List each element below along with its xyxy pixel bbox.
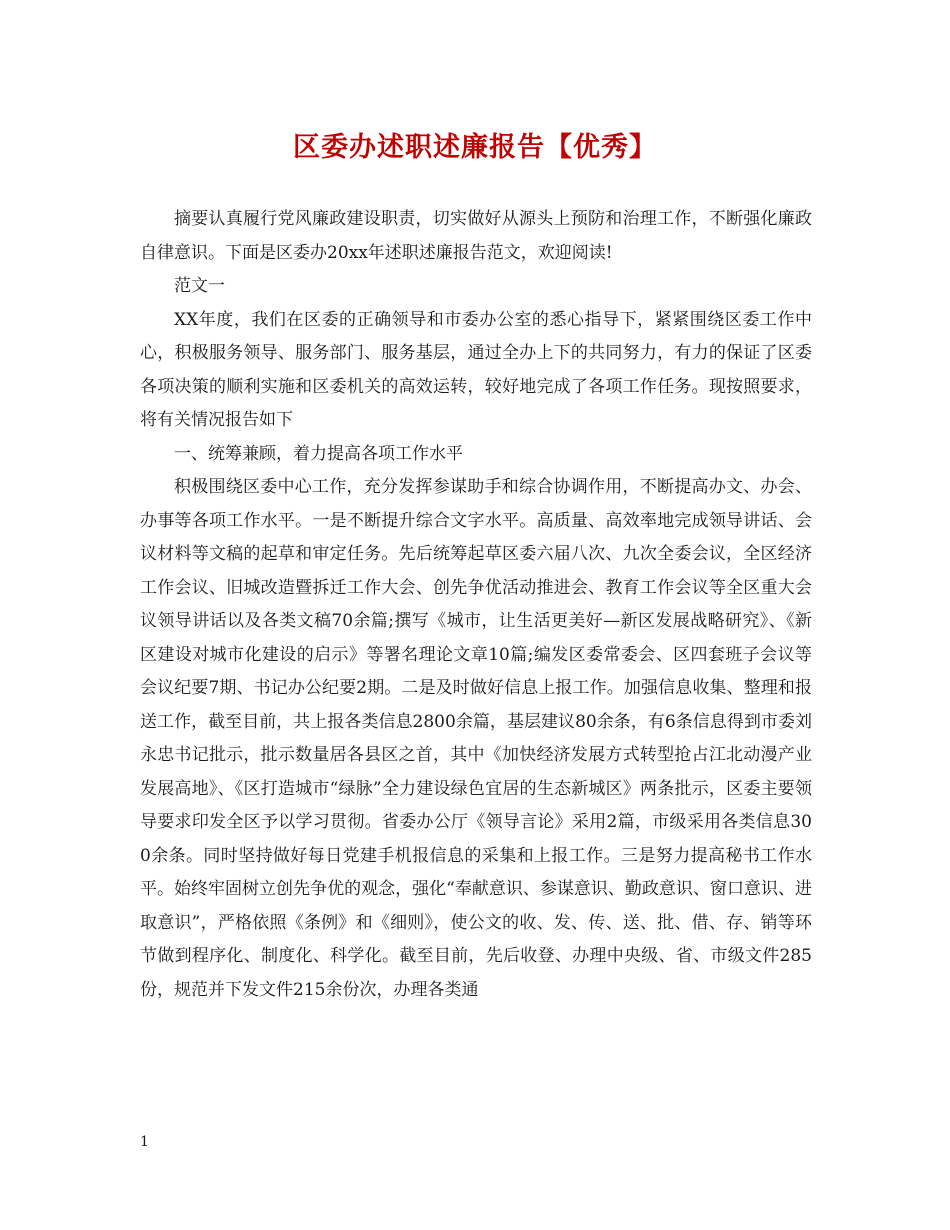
paragraph-intro: XX年度，我们在区委的正确领导和市委办公室的悉心指导下，紧紧围绕区委工作中心，积极服务领导、服务部门、服务基层，通过全办上下的共同努力，有力的保证了区委各项决策的顺利实施和区委机关的高效运转，较好地完成了各项工作任务。现按照要求，将有关情况报告如下 [140, 309, 812, 430]
document-title: 区委办述职述廉报告【优秀】 [293, 132, 657, 163]
paragraph-section-body: 积极围绕区委中心工作，充分发挥参谋助手和综合协调作用，不断提高办文、办会、办事等各项工作水平。一是不断提升综合文字水平。高质量、高效率地完成领导讲话、会议材料等文稿的起草和审定任务。先后统筹起草区委六届八次、九次全委会议，全区经济工作会议、旧城改造暨拆迁工作大会、创先争优活动推进会、教育工作会议等全区重大会议领导讲话以及各类文稿70余篇;撰写《城市，让生活更美好—新区发展战略研究》、《新区建设对城市化建设的启示》等署名理论文章10篇;编发区委常委会、区四套班子会议等会议纪要7期、书记办公纪要2期。二是及时做好信息上报工作。加强信息收集、整理和报送工作，截至目前，共上报各类信息2800余篇，基层建议80余条，有6条信息得到市委刘永忠书记批示，批示数量居各县区之首，其中《加快经济发展方式转型抢占江北动漫产业发展高地》、《区打造城市“绿脉”全力建设绿色宜居的生态新城区》两条批示，区委主要领导要求印发全区予以学习贯彻。省委办公厅《领导言论》采用2篇，市级采用各类信息300余条。同时坚持做好每日党建手机报信息的采集和上报工作。三是努力提高秘书工作水平。始终牢固树立创先争优的观念，强化“奉献意识、参谋意识、勤政意识、窗口意识、进取意识”，严格依照《条例》和《细则》，使公文的收、发、传、送、批、借、存、销等环节做到程序化、制度化、科学化。截至目前，先后收登、办理中央级、省、市级文件285份，规范并下发文件215余份次，办理各类通 [140, 477, 812, 1000]
page-number: 1 [140, 1134, 149, 1150]
paragraph-abstract: 摘要认真履行党风廉政建设职责，切实做好从源头上预防和治理工作，不断强化廉政自律意识。下面是区委办20xx年述职述廉报告范文，欢迎阅读! [140, 209, 812, 263]
paragraph-sample-heading: 范文一 [174, 276, 225, 296]
paragraph-section-heading: 一、统筹兼顾，着力提高各项工作水平 [174, 443, 463, 464]
document-body [140, 203, 812, 1007]
